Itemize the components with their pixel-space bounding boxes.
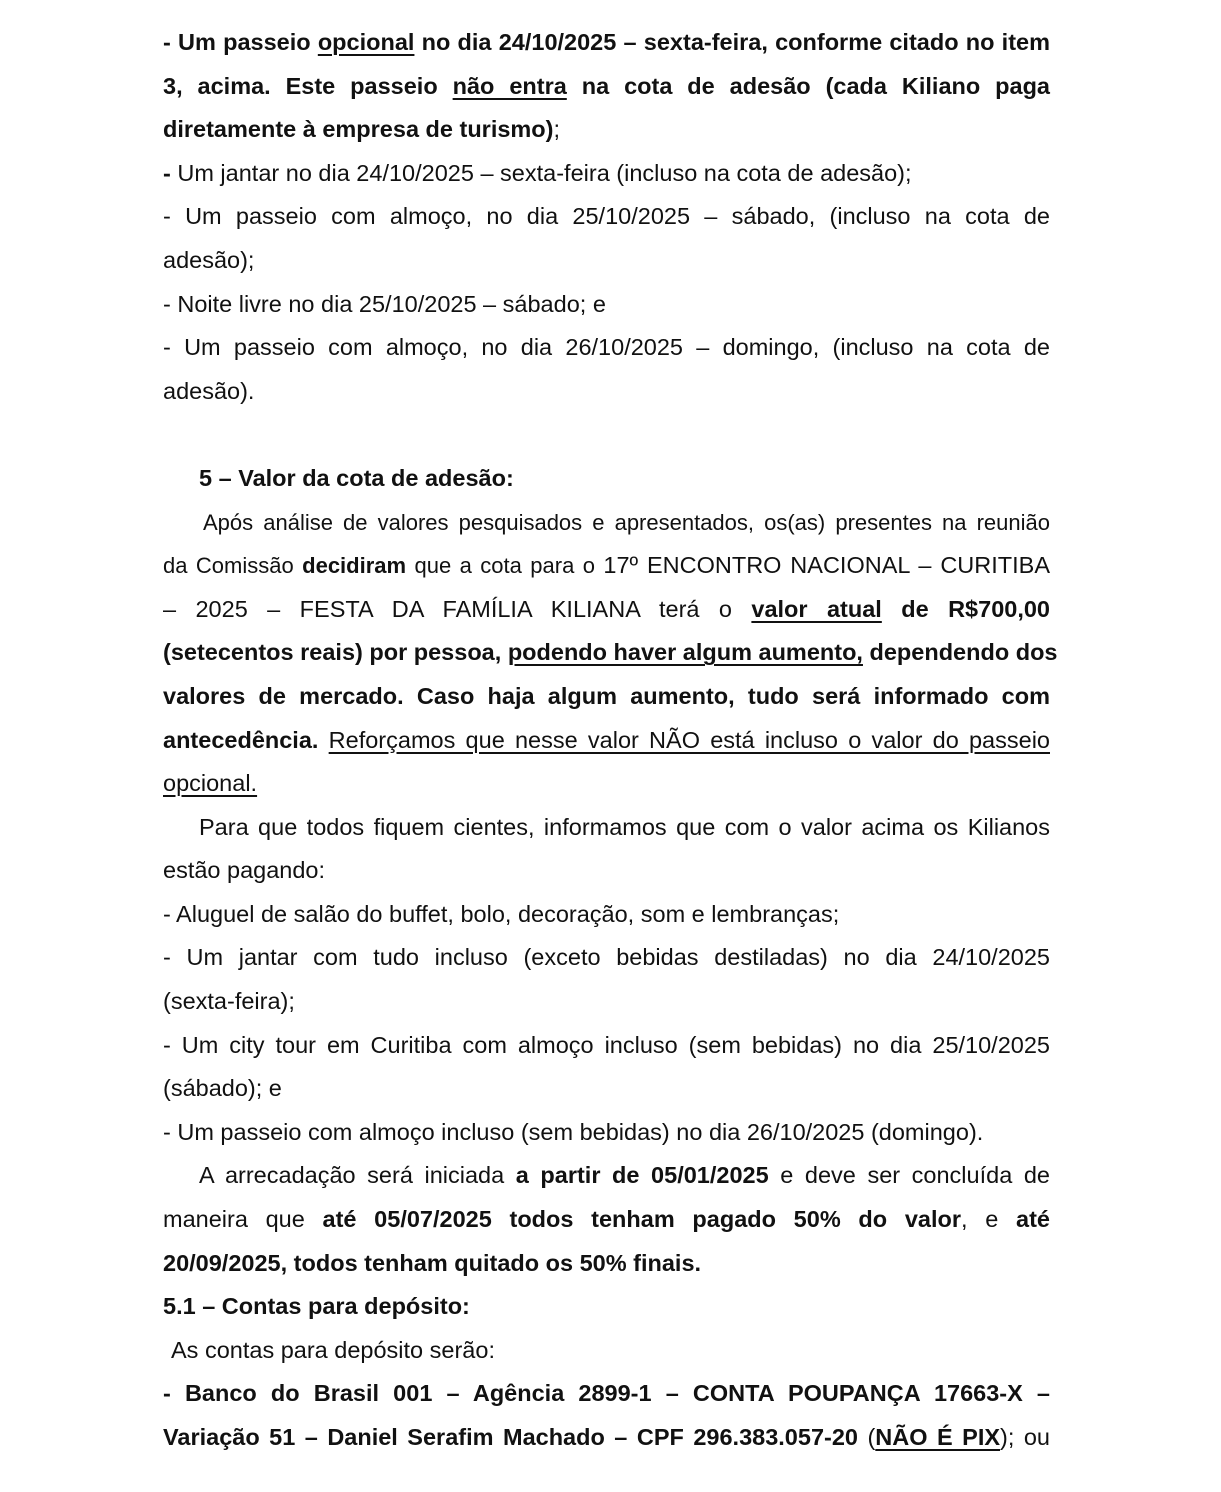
- section-5-p1-line-2: da Comissão decidiram que a cota para o 17º ENCONTRO NACIONAL – CURITIBA: [163, 552, 1050, 579]
- not-pix-underlined: NÃO É PIX: [875, 1424, 1001, 1450]
- section-5-1-intro: As contas para depósito serão:: [171, 1336, 495, 1363]
- event-optional-tour-line-1: - Um passeio opcional no dia 24/10/2025 – sexta-feira, conforme citado no item: [163, 29, 1050, 55]
- event-sunday-tour-line-1: - Um passeio com almoço, no dia 26/10/2025 – domingo, (incluso na cota de: [163, 334, 1050, 361]
- event-saturday-tour-line-1: - Um passeio com almoço, no dia 25/10/2025 – sábado, (incluso na cota de: [163, 203, 1050, 230]
- section-5-heading: 5 – Valor da cota de adesão:: [199, 464, 514, 491]
- section-5-p3-line-1: A arrecadação será iniciada a partir de 05/01/2025 e deve ser concluída de: [199, 1162, 1050, 1189]
- event-free-night-line: - Noite livre no dia 25/10/2025 – sábado; e: [163, 290, 606, 317]
- section-5-p1-line-1: Após análise de valores pesquisados e apresentados, os(as) presentes na reunião: [203, 509, 1050, 535]
- event-optional-tour-line-3: diretamente à empresa de turismo);: [163, 116, 561, 143]
- section-5-p2-line-6: - Um city tour em Curitiba com almoço incluso (sem bebidas) no dia 25/10/2025: [163, 1031, 1050, 1058]
- not-included-underlined: não entra: [452, 72, 567, 99]
- section-5-p2-line-1: Para que todos fiquem cientes, informamos que com o valor acima os Kilianos: [199, 813, 1050, 840]
- event-dinner-line: - Um jantar no dia 24/10/2025 – sexta-feira (incluso na cota de adesão);: [163, 159, 912, 186]
- optional-underlined: opcional: [317, 29, 415, 55]
- section-5-p1-line-6: antecedência. Reforçamos que nesse valor NÃO está incluso o valor do passeio: [163, 726, 1050, 753]
- section-5-p1-line-4: (setecentos reais) por pessoa, podendo haver algum aumento, dependendo dos: [163, 639, 1058, 666]
- section-5-p2-line-4: - Um jantar com tudo incluso (exceto bebidas destiladas) no dia 24/10/2025: [163, 944, 1050, 971]
- section-5-p2-line-3: - Aluguel de salão do buffet, bolo, decoração, som e lembranças;: [163, 900, 840, 927]
- blank-line: [163, 413, 1050, 457]
- section-5-p2-line-8: - Um passeio com almoço incluso (sem bebidas) no dia 26/10/2025 (domingo).: [163, 1118, 984, 1145]
- section-5-p1-line-5: valores de mercado. Caso haja algum aumento, tudo será informado com: [163, 682, 1050, 709]
- section-5-1-heading: 5.1 – Contas para depósito:: [163, 1293, 470, 1320]
- price-increase-underlined: podendo haver algum aumento,: [507, 639, 863, 666]
- current-value-underlined: valor atual: [751, 595, 882, 622]
- section-5-p1-line-7: opcional.: [163, 770, 258, 797]
- not-included-notice-underlined: Reforçamos que nesse valor NÃO está incluso o valor do passeio: [328, 726, 1050, 753]
- event-optional-tour-line-2: 3, acima. Este passeio não entra na cota de adesão (cada Kiliano paga: [163, 72, 1050, 99]
- section-5-p2-line-5: (sexta-feira);: [163, 988, 295, 1015]
- event-saturday-tour-line-2: adesão);: [163, 246, 255, 273]
- section-5-p2-line-7: (sábado); e: [163, 1075, 282, 1102]
- section-5-p2-line-2: estão pagando:: [163, 857, 326, 884]
- event-sunday-tour-line-2: adesão).: [163, 377, 255, 404]
- account-1-line-2: Variação 51 – Daniel Serafim Machado – CPF 296.383.057-20 (NÃO É PIX); ou: [163, 1424, 1050, 1450]
- section-5-p3-line-2: maneira que até 05/07/2025 todos tenham pagado 50% do valor, e até: [163, 1206, 1050, 1233]
- account-1-line-1: - Banco do Brasil 001 – Agência 2899-1 – CONTA POUPANÇA 17663-X –: [163, 1380, 1050, 1407]
- section-5-p1-line-3: – 2025 – FESTA DA FAMÍLIA KILIANA terá o valor atual de R$700,00: [163, 595, 1050, 622]
- document-body: [163, 21, 1058, 1460]
- section-5-p3-line-3: 20/09/2025, todos tenham quitado os 50% finais.: [163, 1249, 702, 1276]
